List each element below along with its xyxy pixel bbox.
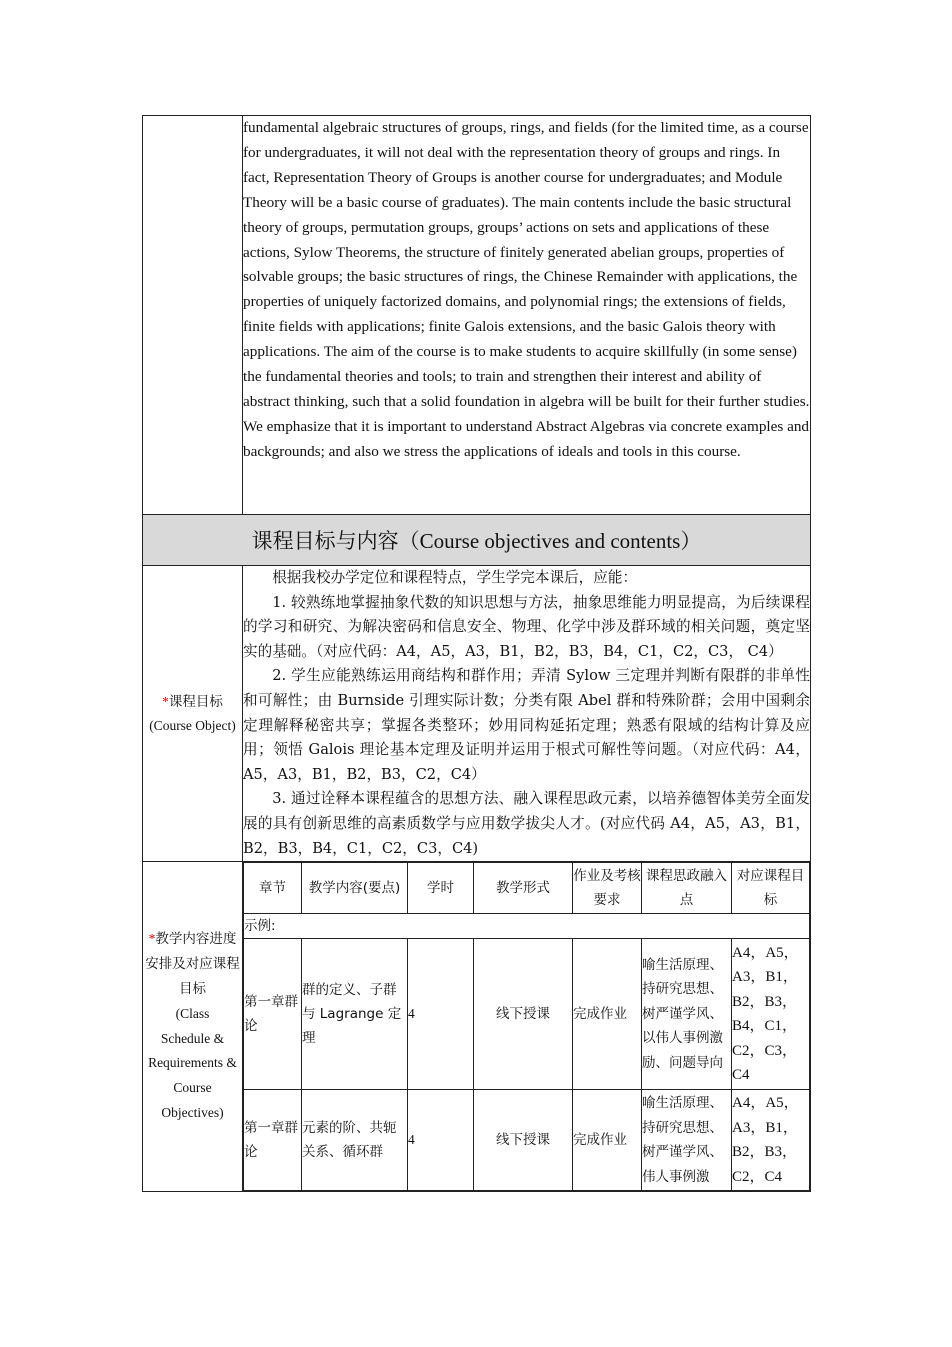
row-ideology: 喻生活原理、持研究思想、树严谨学风、以伟人事例激励、问题导向 (642, 939, 732, 1090)
objectives-label-en: (Course Object) (149, 717, 236, 733)
example-row (244, 914, 810, 939)
row-homework: 完成作业 (573, 939, 642, 1090)
row-codes: A4，A5，A3，B1，B2，B3，B4，C1，C2，C3，C4 (732, 939, 810, 1090)
objectives-content (243, 566, 811, 862)
row-hours: 4 (408, 939, 474, 1090)
header-homework: 作业及考核要求 (573, 863, 642, 914)
row-form: 线下授课 (474, 1090, 573, 1191)
row-homework: 完成作业 (573, 1090, 642, 1191)
header-hours: 学时 (408, 863, 474, 914)
objectives-row (143, 566, 811, 862)
row-content: 元素的阶、共轭关系、循环群 (302, 1090, 408, 1191)
objective-item-1: 1. 较熟练地掌握抽象代数的知识思想与方法，抽象思维能力明显提高，为后续课程的学习和研究、为解决密码和信息安全、物理、化学中涉及群环域的相关问题，奠定坚实的基础。（对应代码：A4，A5，A3，B1，B2，B3，B4，C1，C2，C3， C4） (243, 593, 810, 660)
header-ideology: 课程思政融入点 (642, 863, 732, 914)
schedule-label-zh: 教学内容进度安排及对应课程目标 (145, 931, 240, 998)
schedule-label-en-3: Requirements & (148, 1055, 237, 1071)
course-table (142, 115, 811, 1192)
intro-left-cell (143, 116, 243, 515)
objective-item-3: 3. 通过诠释本课程蕴含的思想方法、融入课程思政元素，以培养德智体美劳全面发展的具有创新思维的高素质数学与应用数学拔尖人才。(对应代码 A4，A5，A3，B1，B2，B3，B4，C1，C2，C3，C4) (243, 790, 810, 857)
intro-paragraph: fundamental algebraic structures of groups, rings, and fields (for the limited time, as a course for undergraduates, it will not deal with the representation theory of groups and rings. In fact, Representation Theory of Groups is another course for undergraduates; and Module Theory will be a basic course of graduates). The main contents include the basic structural theory of groups, permutation groups, groups’ actions on sets and applications of these actions, Sylow Theorems, the structure of finitely generated abelian groups, properties of solvable groups; the basic structures of rings, the Chinese Remainder with applications, the properties of uniquely factorized domains, and polynomial rings; the extensions of fields, finite fields with applications; finite Galois extensions, and the basic Galois theory with applications. The aim of the course is to make students to acquire skillfully (in some sense) the fundamental theories and tools; to train and strengthen their interest and ability of abstract thinking, such that a solid foundation in algebra will be built for their further studies. We emphasize that it is important to understand Abstract Algebras via concrete examples and backgrounds; and also we stress the applications of ideals and tools in this course. (243, 116, 811, 515)
schedule-label-en-1: (Class (175, 1005, 210, 1021)
section-heading (143, 515, 811, 566)
header-content: 教学内容(要点) (302, 863, 408, 914)
section-title-en: （Course objectives and contents） (398, 529, 702, 553)
required-star: * (148, 931, 156, 947)
section-heading-row (143, 515, 811, 566)
objectives-label-zh: 课程目标 (168, 693, 223, 710)
row-hours: 4 (408, 1090, 474, 1191)
row-chapter: 第一章群论 (244, 1090, 302, 1191)
schedule-table (243, 862, 810, 1191)
schedule-label-en-4: Course (173, 1080, 212, 1096)
schedule-header-row (244, 863, 810, 914)
schedule-label-en-5: Objectives) (161, 1105, 224, 1121)
header-form: 教学形式 (474, 863, 573, 914)
header-objectives: 对应课程目标 (732, 863, 810, 914)
objectives-intro: 根据我校办学定位和课程特点，学生学完本课后，应能： (272, 569, 638, 586)
schedule-table-cell (243, 862, 811, 1192)
row-chapter: 第一章群论 (244, 939, 302, 1090)
row-content: 群的定义、子群与 Lagrange 定理 (302, 939, 408, 1090)
objectives-label (143, 566, 243, 862)
row-form: 线下授课 (474, 939, 573, 1090)
objective-item-2: 2. 学生应能熟练运用商结构和群作用；弄清 Sylow 三定理并判断有限群的非单性和可解性；由 Burnside 引理实际计数；分类有限 Abel 群和特殊阶群；会用中国剩余定理解释秘密共享；掌握各类整环；妙用同构延拓定理；熟悉有限域的结构计算及应用；领悟 Galois 理论基本定理及证明并运用于根式可解性等问题。（对应代码：A4，A5，A3，B1，B2，B3，C2，C4） (243, 667, 810, 783)
schedule-label-en-2: Schedule & (160, 1030, 225, 1046)
row-ideology: 喻生活原理、持研究思想、树严谨学风、伟人事例激 (642, 1090, 732, 1191)
required-star: * (162, 693, 169, 709)
section-title-zh: 课程目标与内容 (251, 529, 399, 553)
schedule-row (143, 862, 811, 1192)
intro-row (143, 116, 811, 515)
table-row (244, 939, 810, 1090)
example-label: 示例: (244, 914, 810, 939)
row-codes: A4，A5，A3，B1，B2，B3，C2，C4 (732, 1090, 810, 1191)
table-row (244, 1090, 810, 1191)
schedule-label (143, 862, 243, 1192)
header-chapter: 章节 (244, 863, 302, 914)
